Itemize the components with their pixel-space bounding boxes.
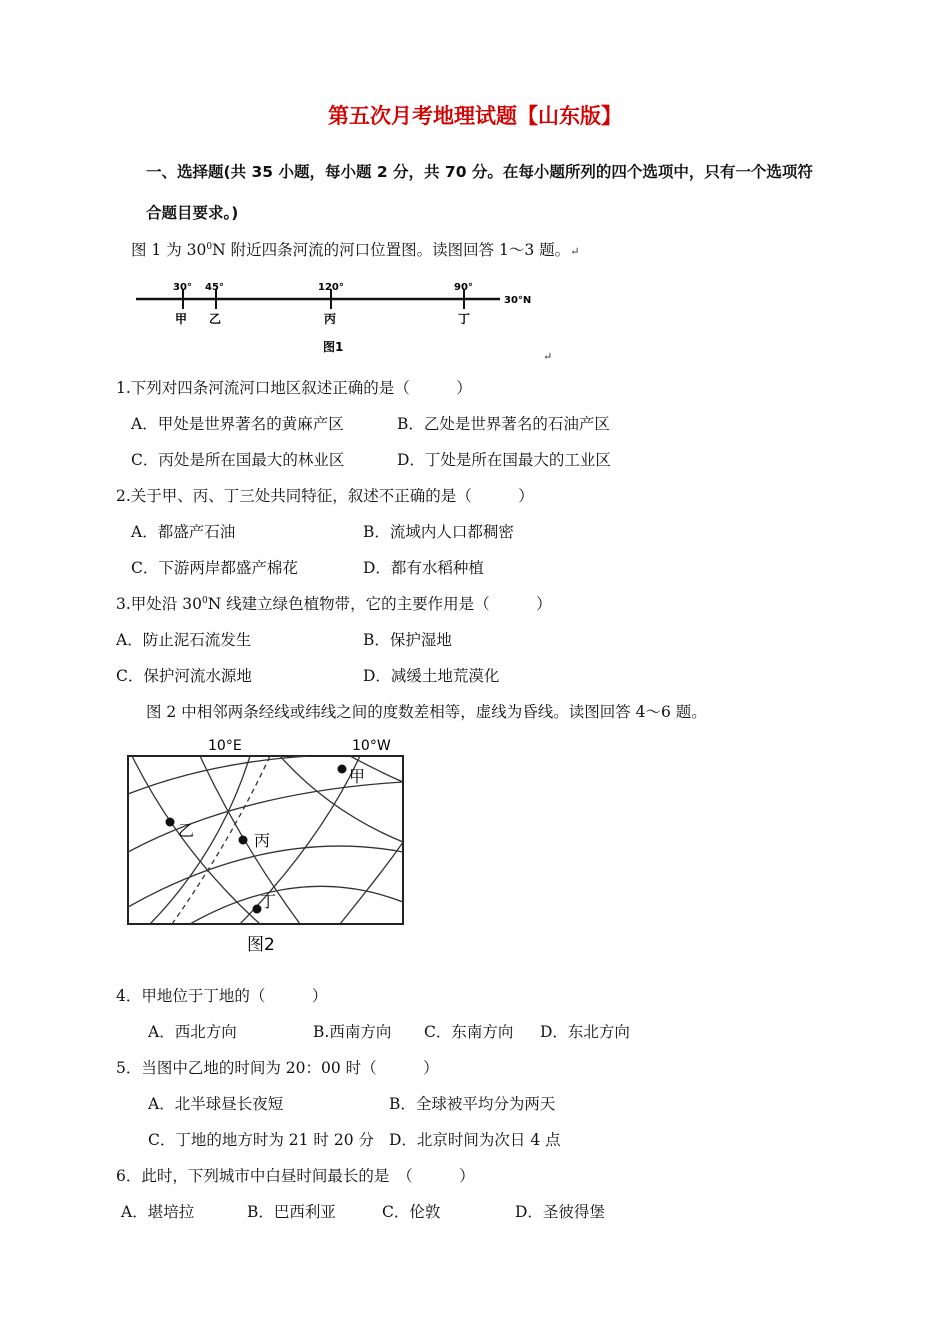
question-2-stem: 2.关于甲、丙、丁三处共同特征，叙述不正确的是（ ） bbox=[116, 487, 534, 505]
option-2c: C．下游两岸都盛产棉花 bbox=[131, 559, 298, 577]
point-label: 甲 bbox=[175, 312, 188, 326]
section-heading-line2: 合题目要求。) bbox=[146, 204, 239, 222]
point-yi-marker bbox=[166, 818, 175, 827]
longitude-label-right: 10°W bbox=[352, 738, 391, 754]
option-5a: A．北半球昼长夜短 bbox=[148, 1095, 284, 1113]
option-5c: C．丁地的地方时为 21 时 20 分 bbox=[148, 1131, 375, 1149]
option-4d: D．东北方向 bbox=[540, 1023, 630, 1041]
option-3b: B．保护湿地 bbox=[363, 631, 452, 649]
figure1-intro: 图 1 为 $30^0N$ 附近四条河流的河口位置图。读图回答 1～3 题。↵ bbox=[131, 241, 580, 259]
option-1d: D．丁处是所在国最大的工业区 bbox=[397, 451, 611, 469]
point-label: 乙 bbox=[209, 312, 222, 326]
question-3-stem: 3.甲处沿 $30^0N$ 线建立绿色植物带，它的主要作用是（ ） bbox=[116, 595, 552, 613]
return-mark-icon: ↵ bbox=[543, 350, 553, 363]
longitude-label-left: 10°E bbox=[208, 738, 242, 754]
tick-label: 90° bbox=[454, 282, 473, 293]
question-4-stem: 4．甲地位于丁地的（ ） bbox=[116, 987, 328, 1005]
tick-label: 120° bbox=[318, 282, 344, 293]
option-1c: C．丙处是所在国最大的林业区 bbox=[131, 451, 345, 469]
option-5d: D．北京时间为次日 4 点 bbox=[389, 1131, 561, 1149]
option-6d: D．圣彼得堡 bbox=[515, 1203, 605, 1221]
option-6a: A．堪培拉 bbox=[121, 1203, 195, 1221]
point-jia-marker bbox=[338, 765, 347, 774]
question-1-stem: 1.下列对四条河流河口地区叙述正确的是（ ） bbox=[116, 379, 472, 397]
option-3c: C．保护河流水源地 bbox=[116, 667, 252, 685]
point-label: 丙 bbox=[254, 831, 271, 850]
latitude-label: 30°N bbox=[504, 295, 532, 306]
figure1-caption: 图1 bbox=[323, 340, 344, 354]
option-5b: B．全球被平均分为两天 bbox=[389, 1095, 556, 1113]
point-label: 丁 bbox=[260, 892, 277, 911]
point-label: 丙 bbox=[324, 312, 337, 326]
option-4b: B.西南方向 bbox=[313, 1023, 392, 1041]
section-heading-line1: 一、选择题(共 35 小题，每小题 2 分，共 70 分。在每小题所列的四个选项中，只有一个选项符 bbox=[146, 163, 813, 181]
option-3d: D．减缓土地荒漠化 bbox=[363, 667, 500, 685]
tick-label: 45° bbox=[205, 282, 224, 293]
figure1-diagram bbox=[130, 275, 550, 360]
point-bing-marker bbox=[239, 836, 248, 845]
option-4c: C．东南方向 bbox=[424, 1023, 514, 1041]
option-3a: A．防止泥石流发生 bbox=[116, 631, 252, 649]
option-2b: B．流域内人口都稠密 bbox=[363, 523, 514, 541]
option-4a: A．西北方向 bbox=[148, 1023, 237, 1041]
figure2-intro: 图 2 中相邻两条经线或纬线之间的度数差相等，虚线为昏线。读图回答 4～6 题。 bbox=[146, 703, 707, 721]
option-1b: B．乙处是世界著名的石油产区 bbox=[397, 415, 610, 433]
option-6b: B．巴西利亚 bbox=[247, 1203, 336, 1221]
option-2d: D．都有水稻种植 bbox=[363, 559, 484, 577]
return-mark-icon: ↵ bbox=[570, 245, 580, 258]
option-1a: A．甲处是世界著名的黄麻产区 bbox=[131, 415, 344, 433]
point-label: 乙 bbox=[178, 821, 195, 840]
option-6c: C．伦敦 bbox=[382, 1203, 441, 1221]
question-5-stem: 5．当图中乙地的时间为 20：00 时（ ） bbox=[116, 1059, 439, 1077]
tick-label: 30° bbox=[173, 282, 192, 293]
point-label: 甲 bbox=[349, 767, 366, 786]
option-2a: A．都盛产石油 bbox=[131, 523, 236, 541]
figure2-diagram bbox=[120, 732, 420, 962]
point-label: 丁 bbox=[458, 312, 471, 326]
question-6-stem: 6．此时，下列城市中白昼时间最长的是 （ ） bbox=[116, 1167, 475, 1185]
figure2-caption: 图2 bbox=[247, 935, 275, 955]
page-title: 第五次月考地理试题【山东版】 bbox=[328, 104, 622, 128]
